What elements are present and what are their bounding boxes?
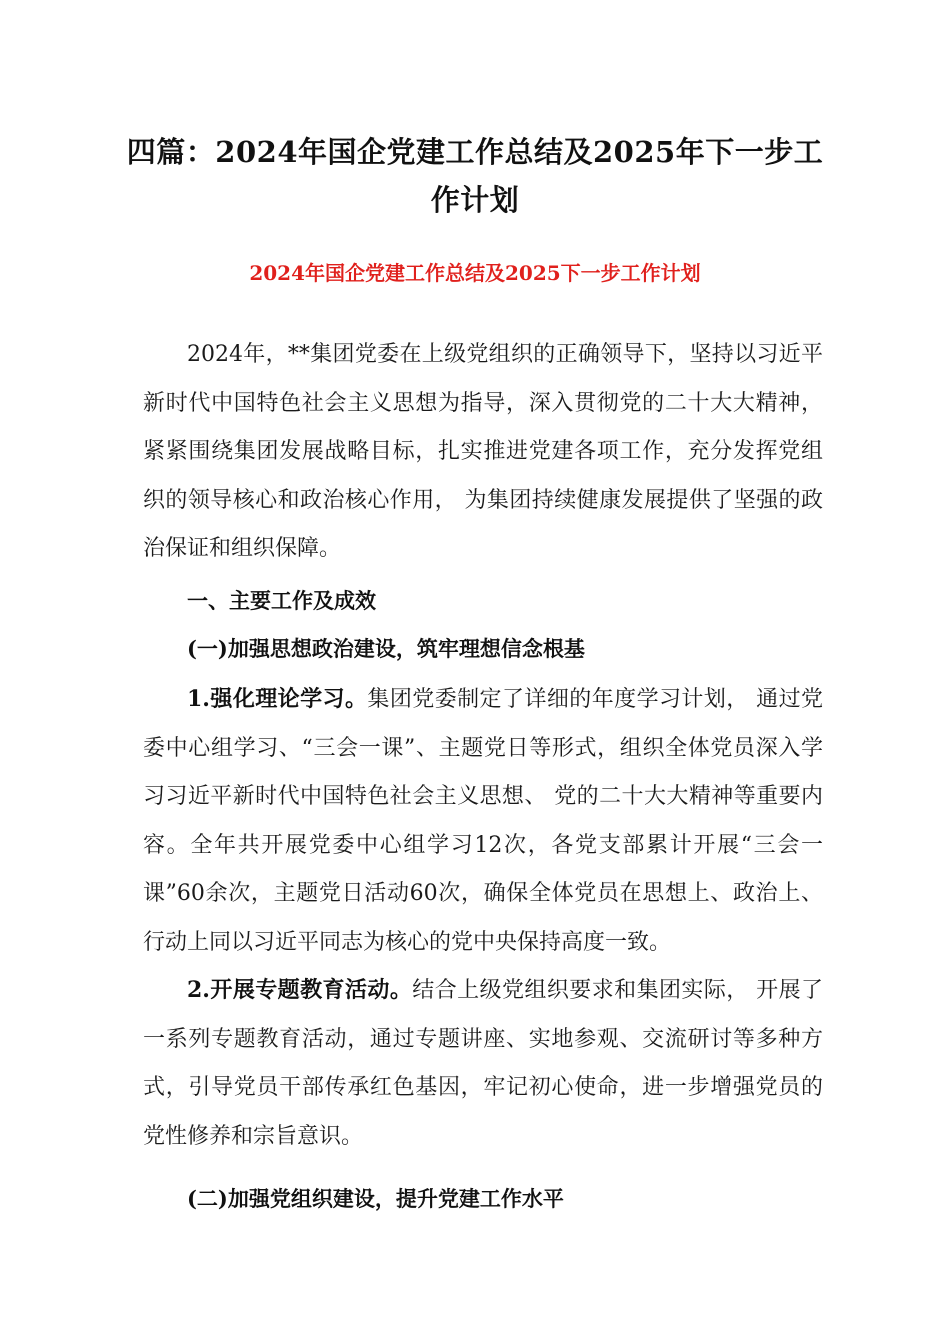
subsection-heading-2: (二)加强党组织建设，提升党建工作水平 [187, 1186, 564, 1211]
item-paragraph-1 [143, 675, 823, 968]
item-2-lead: 2.开展专题教育活动。 [187, 977, 413, 1003]
subsection-heading-1: (一)加强思想政治建设，筑牢理想信念根基 [187, 636, 585, 661]
section-heading-1: 一、主要工作及成效 [187, 588, 376, 613]
title-line-1: 四篇：2024年国企党建工作总结及2025年下一步工 [126, 135, 824, 169]
item-2-text: 结合上级党组织要求和集团实际， 开展了一系列专题教育活动，通过专题讲座、实地参观、交流研讨等多种方式，引导党员干部传承红色基因，牢记初心使命，进一步增强党员的党性修养和宗旨意识。 [143, 978, 823, 1149]
item-1-lead: 1.强化理论学习。 [187, 686, 368, 712]
document-subtitle: 2024年国企党建工作总结及2025下一步工作计划 [249, 261, 701, 285]
item-paragraph-2 [143, 966, 823, 1161]
title-line-2: 作计划 [430, 183, 520, 217]
document-title [120, 128, 830, 224]
item-1-text: 集团党委制定了详细的年度学习计划， 通过党委中心组学习、“三会一课”、主题党日等形式，组织全体党员深入学习习近平新时代中国特色社会主义思想、 党的二十大大精神等重要内容。全年共开展党委中心组学习12次，各党支部累计开展“三会一课”60余次，主题党日活动60次，确保全体党员在思想上、政治上、行动上同以习近平同志为核心的党中央保持高度一致。 [143, 687, 823, 955]
intro-paragraph: 2024年，**集团党委在上级党组织的正确领导下，坚持以习近平新时代中国特色社会主义思想为指导，深入贯彻党的二十大大精神，紧紧围绕集团发展战略目标，扎实推进党建各项工作，充分发挥党组织的领导核心和政治核心作用， 为集团持续健康发展提供了坚强的政治保证和组织保障。 [143, 342, 823, 562]
